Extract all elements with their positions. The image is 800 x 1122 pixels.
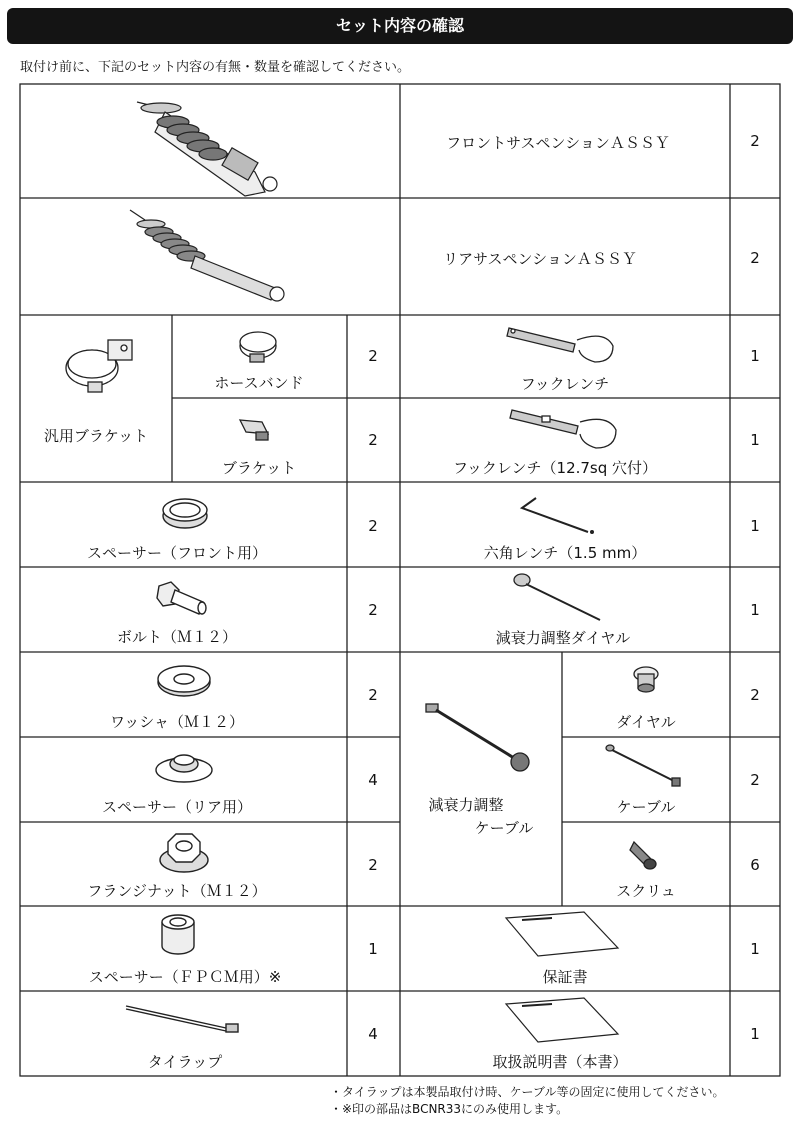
hose-band-icon [236, 326, 284, 366]
rear-suspension-icon [125, 208, 290, 306]
qty-hook-wrench-12-7sq: 1 [750, 431, 760, 449]
qty-hex-wrench: 1 [750, 517, 760, 535]
qty-bracket: 2 [368, 431, 378, 449]
screw-sleeve-icon [628, 838, 662, 872]
item-label-bracket: ブラケット [221, 459, 297, 477]
item-label-cable: ケーブル [616, 798, 676, 816]
qty-rear-suspension: 2 [750, 249, 760, 267]
footnote-bcnr33: ・※印の部品はBCNR33にのみ使用します。 [330, 1102, 569, 1116]
item-label-tie-wrap: タイラップ [147, 1053, 223, 1071]
item-label-bolt: ボルト（Ｍ１２） [116, 628, 238, 646]
hex-key-icon [518, 494, 608, 536]
item-label-hook-wrench: フックレンチ [520, 375, 610, 393]
manual-document-icon [504, 996, 620, 1044]
item-label-hex-wrench: 六角レンチ（1.5 mm） [483, 544, 647, 562]
front-suspension-icon [125, 92, 285, 196]
dial-knob-icon [628, 664, 664, 698]
qty-washer: 2 [368, 686, 378, 704]
intro-text: 取付け前に、下記のセット内容の有無・数量を確認してください。 [20, 60, 411, 75]
qty-spacer-front: 2 [368, 517, 378, 535]
item-label-spacer-fpcm: スペーサー（ＦＰＣＭ用）※ [88, 968, 282, 986]
qty-spacer-rear: 4 [368, 771, 378, 789]
qty-warranty: 1 [750, 940, 760, 958]
item-label-dial: ダイヤル [616, 713, 676, 731]
item-label-rear-suspension: リアサスペンションＡＳＳＹ [443, 250, 637, 268]
qty-hose-band: 2 [368, 347, 378, 365]
item-label-flange-nut: フランジナット（Ｍ１２） [87, 882, 267, 900]
qty-cable: 2 [750, 771, 760, 789]
qty-hook-wrench: 1 [750, 347, 760, 365]
spacer-rear-icon [154, 748, 214, 784]
warranty-document-icon [504, 910, 620, 958]
item-label-spacer-front: スペーサー（フロント用） [86, 544, 268, 562]
footnotes [330, 1084, 724, 1118]
qty-manual: 1 [750, 1025, 760, 1043]
damping-cable-icon [424, 700, 536, 776]
qty-bolt: 2 [368, 601, 378, 619]
washer-icon [156, 662, 212, 698]
item-label-manual: 取扱説明書（本書） [492, 1053, 628, 1071]
general-bracket-icon [62, 334, 138, 396]
item-label-screw: スクリュ [616, 882, 676, 900]
item-label-damping-cable-line2: ケーブル [474, 819, 534, 837]
item-label-damping-cable-line1: 減衰力調整 [428, 796, 504, 814]
item-label-front-suspension: フロントサスペンションＡＳＳＹ [446, 134, 670, 152]
flange-nut-icon [158, 830, 210, 874]
qty-screw: 6 [750, 856, 760, 874]
item-label-general-bracket: 汎用ブラケット [43, 427, 149, 445]
item-label-spacer-rear: スペーサー（リア用） [101, 798, 253, 816]
item-label-hose-band: ホースバンド [214, 374, 304, 392]
qty-damping-dial: 1 [750, 601, 760, 619]
qty-front-suspension: 2 [750, 132, 760, 150]
qty-spacer-fpcm: 1 [368, 940, 378, 958]
item-label-warranty: 保証書 [542, 968, 588, 986]
hook-wrench-icon [505, 322, 617, 364]
spacer-front-icon [160, 496, 210, 530]
item-label-hook-wrench-12-7sq: フックレンチ（12.7sq 穴付） [452, 459, 658, 477]
page-title: セット内容の確認 [335, 16, 464, 35]
tie-wrap-icon [122, 1002, 248, 1036]
qty-flange-nut: 2 [368, 856, 378, 874]
spacer-fpcm-icon [158, 914, 198, 956]
bracket-icon [238, 416, 272, 442]
item-label-damping-dial: 減衰力調整ダイヤル [495, 629, 631, 647]
qty-dial: 2 [750, 686, 760, 704]
hook-wrench-12-7sq-icon [508, 404, 620, 452]
footnote-tie-wrap: ・タイラップは本製品取付け時、ケーブル等の固定に使用してください。 [330, 1085, 725, 1099]
bolt-icon [155, 580, 211, 616]
qty-tie-wrap: 4 [368, 1025, 378, 1043]
damping-dial-icon [510, 572, 606, 624]
item-label-washer: ワッシャ（Ｍ１２） [110, 713, 244, 731]
cable-icon [604, 744, 686, 790]
